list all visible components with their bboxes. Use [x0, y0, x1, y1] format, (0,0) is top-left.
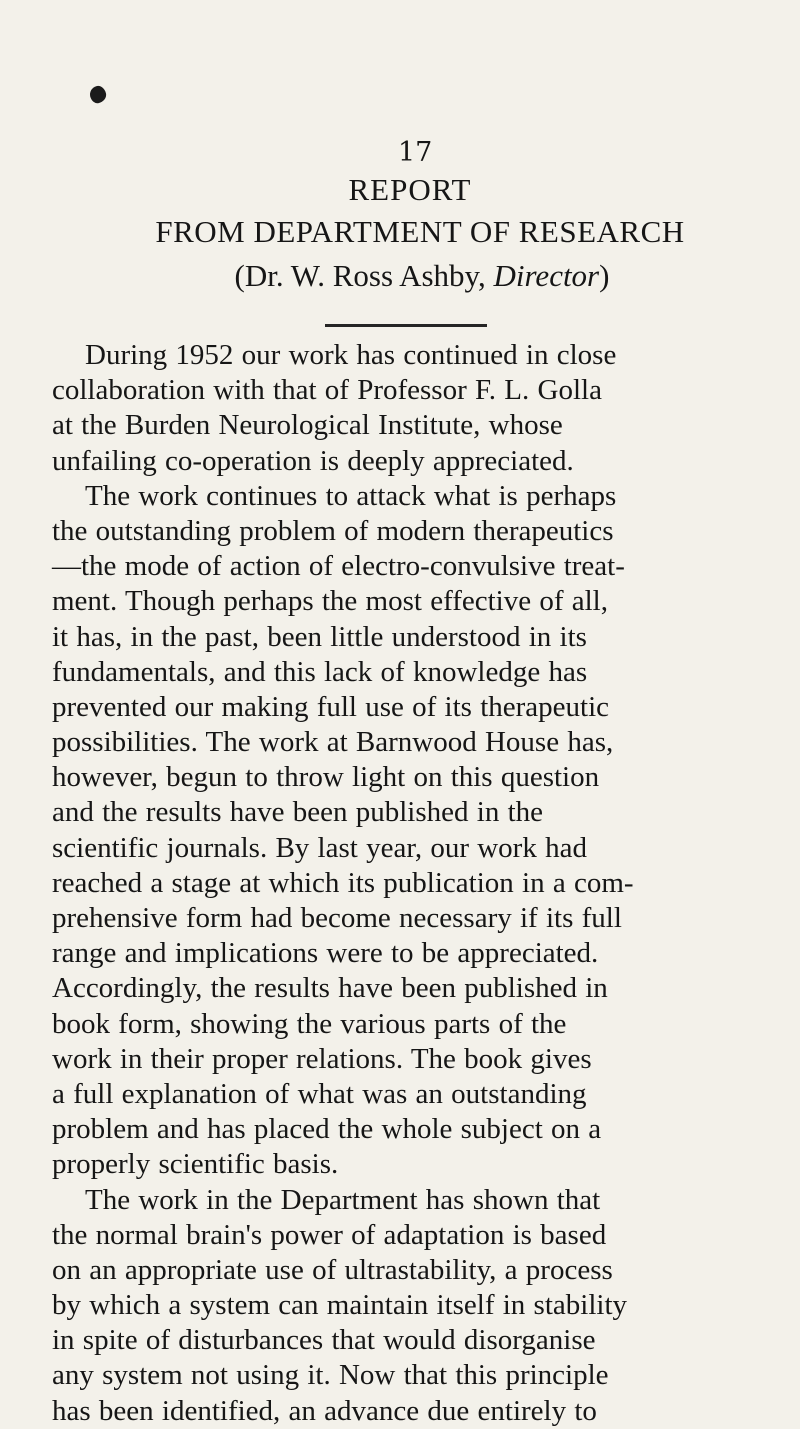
body-line: scientific journals. By last year, our work had — [52, 831, 587, 864]
director-role: Director — [493, 258, 600, 293]
body-line: by which a system can maintain itself in stability — [52, 1289, 628, 1322]
department-title: FROM DEPARTMENT OF RESEARCH — [155, 214, 685, 249]
body-line: work in their proper relations. The book gives — [52, 1042, 592, 1075]
body-line: —the mode of action of electro-convulsive treat- — [52, 550, 625, 583]
section-rule — [325, 324, 487, 327]
director-line — [22, 258, 800, 294]
body-line: ment. Though perhaps the most effective of all, — [52, 585, 608, 618]
body-line: the outstanding problem of modern therapeutics — [52, 514, 614, 547]
body-line: During 1952 our work has continued in close — [85, 339, 617, 371]
body-line: range and implications were to be appreciated. — [52, 937, 599, 970]
body-line: and the results have been published in the — [52, 796, 544, 829]
body-line: the normal brain's power of adaptation is based — [52, 1218, 607, 1251]
body-line: possibilities. The work at Barnwood House has, — [52, 726, 614, 759]
body-line: reached a stage at which its publication in a com- — [52, 866, 634, 899]
body-line: Accordingly, the results have been published in — [52, 972, 608, 1005]
body-line: on an appropriate use of ultrastability, a process — [52, 1253, 613, 1286]
report-body — [52, 338, 762, 1429]
body-line: collaboration with that of Professor F. L. Golla — [52, 374, 602, 407]
body-line: any system not using it. Now that this principle — [52, 1359, 609, 1392]
body-line: book form, showing the various parts of the — [52, 1007, 567, 1040]
body-line: unfailing co-operation is deeply appreciated. — [52, 444, 574, 477]
body-line: The work in the Department has shown that — [85, 1183, 601, 1216]
body-line: fundamentals, and this lack of knowledge has — [52, 655, 588, 688]
body-line: it has, in the past, been little understood in its — [52, 620, 587, 653]
ink-blot — [88, 84, 108, 105]
page-number: 17 — [398, 137, 433, 168]
body-line: in spite of disturbances that would disorganise — [52, 1324, 596, 1357]
body-line: has been identified, an advance due entirely to — [52, 1394, 597, 1427]
report-title: REPORT — [348, 172, 472, 207]
body-line: The work continues to attack what is perhaps — [85, 479, 617, 512]
body-line: however, begun to throw light on this question — [52, 761, 600, 794]
body-line: properly scientific basis. — [52, 1148, 339, 1181]
body-line: a full explanation of what was an outstanding — [52, 1077, 587, 1110]
body-line: problem and has placed the whole subject on a — [52, 1113, 602, 1146]
body-line: prehensive form had become necessary if its full — [52, 902, 622, 934]
director-suffix: ) — [599, 258, 610, 293]
body-line: prevented our making full use of its therapeutic — [52, 690, 610, 723]
body-line: at the Burden Neurological Institute, whose — [52, 409, 563, 442]
director-prefix: (Dr. W. Ross Ashby, — [234, 258, 494, 293]
